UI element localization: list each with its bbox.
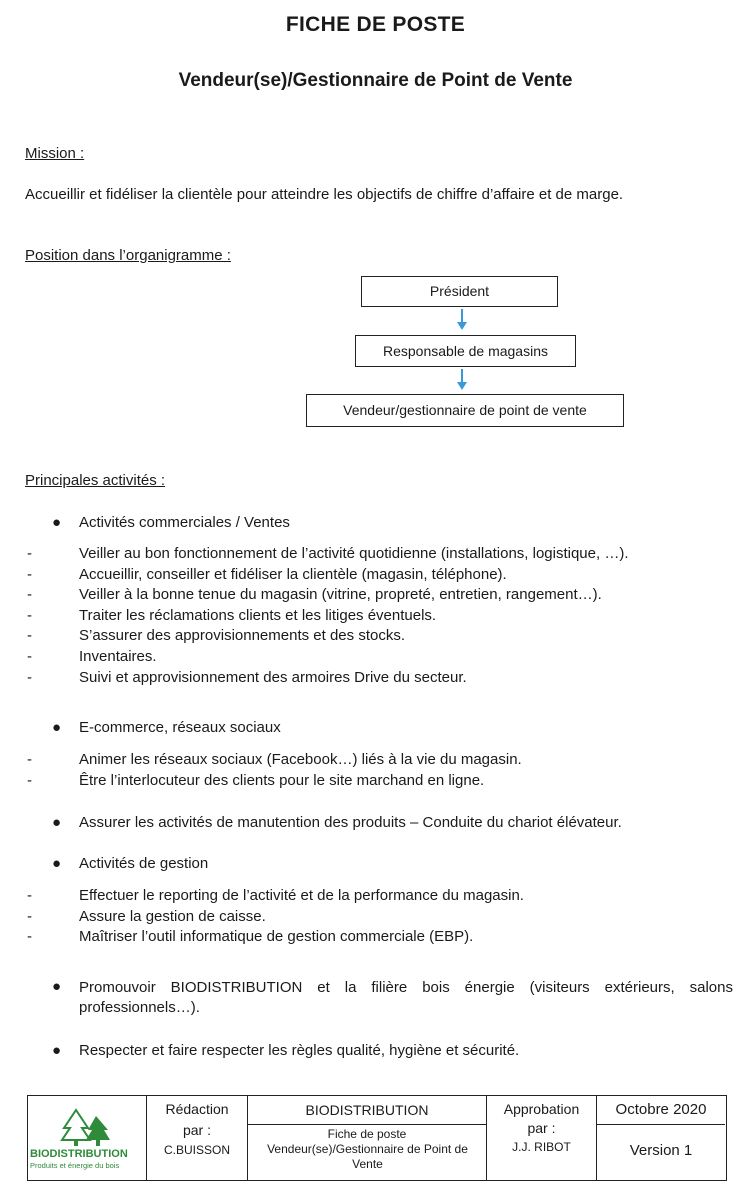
list-item: - Être l’interlocuteur des clients pour le site marchand en ligne. [27,771,485,789]
section-title: Assurer les activités de manutention des produits – Conduite du chariot élévateur. [79,814,622,831]
list-item: - Suivi et approvisionnement des armoires Drive du secteur. [27,668,467,686]
approbation-par: par : [527,1120,556,1136]
org-arrow-head-1 [457,322,467,330]
organigramme-heading: Position dans l’organigramme : [25,247,231,264]
section-title: E-commerce, réseaux sociaux [79,719,281,736]
redaction-cell [147,1096,248,1180]
section-2-list [0,750,751,791]
doc-version: Version 1 [629,1142,693,1159]
org-arrow-2 [461,369,463,383]
approbation-name: J.J. RIBOT [512,1140,571,1154]
list-item: - Veiller au bon fonctionnement de l’activité quotidienne (installations, logistique, …). [27,545,629,562]
list-item: - Maîtriser l’outil informatique de gestion commerciale (EBP). [27,928,474,946]
mission-text: Accueillir et fidéliser la clientèle pour atteindre les objectifs de chiffre d’affaire et de marge. [25,186,624,203]
doc-subtitle: Vendeur(se)/Gestionnaire de Point de Vente [267,1142,468,1171]
doc-cell [248,1096,487,1180]
logo-tagline: Produits et énergie du bois [30,1161,120,1170]
org-box-responsable: Responsable de magasins [355,335,576,367]
section-4-list [0,886,751,948]
org-box-vendeur: Vendeur/gestionnaire de point de vente [306,394,624,427]
promote-text: Promouvoir BIODISTRIBUTION et la filière bois énergie (visiteurs extérieurs, salons professionnels…). [79,979,733,1016]
page-subtitle: Vendeur(se)/Gestionnaire de Point de Vente [178,70,573,91]
list-item: - Animer les réseaux sociaux (Facebook…) liés à la vie du magasin. [27,751,522,768]
bullet-dot: ● [52,855,62,872]
list-item: - S’assurer des approvisionnements et des stocks. [27,627,405,645]
list-item: - Traiter les réclamations clients et les litiges éventuels. [27,606,437,624]
doc-date: Octobre 2020 [597,1096,725,1125]
org-arrow-1 [461,309,463,323]
mission-heading: Mission : [25,145,85,162]
safety-text: Respecter et faire respecter les règles qualité, hygiène et sécurité. [79,1042,520,1059]
activities-heading: Principales activités : [25,472,166,489]
section-1-list [0,544,751,688]
redaction-par: par : [182,1122,211,1138]
org-box-president: Président [361,276,558,307]
logo-cell [28,1096,147,1180]
bullet-dot: ● [52,814,62,831]
list-item: - Assure la gestion de caisse. [27,907,266,925]
list-item: - Effectuer le reporting de l’activité et de la performance du magasin. [27,887,524,904]
section-title: Activités de gestion [79,855,209,872]
approbation-label: Approbation [503,1101,580,1117]
footer-table [27,1095,727,1181]
doc-title: Fiche de poste [327,1127,407,1141]
list-item: - Inventaires. [27,647,157,665]
org-arrow-head-2 [457,382,467,390]
list-item: - Accueillir, conseiller et fidéliser la clientèle (magasin, téléphone). [27,565,507,583]
list-item: - Veiller à la bonne tenue du magasin (vitrine, propreté, entretien, rangement…). [27,586,602,604]
section-title: Activités commerciales / Ventes [79,514,290,531]
page-title: FICHE DE POSTE [285,13,466,36]
redaction-name: C.BUISSON [163,1143,230,1157]
approbation-cell [487,1096,597,1180]
bullet-dot: ● [52,978,62,995]
bullet-dot: ● [52,719,62,736]
redaction-label: Rédaction [165,1101,229,1117]
version-cell [597,1096,725,1180]
bullet-dot: ● [52,514,62,531]
logo-name: BIODISTRIBUTION [30,1148,128,1160]
company-name: BIODISTRIBUTION [248,1096,486,1125]
bullet-dot: ● [52,1042,62,1059]
tree-logo-icon [58,1106,118,1150]
